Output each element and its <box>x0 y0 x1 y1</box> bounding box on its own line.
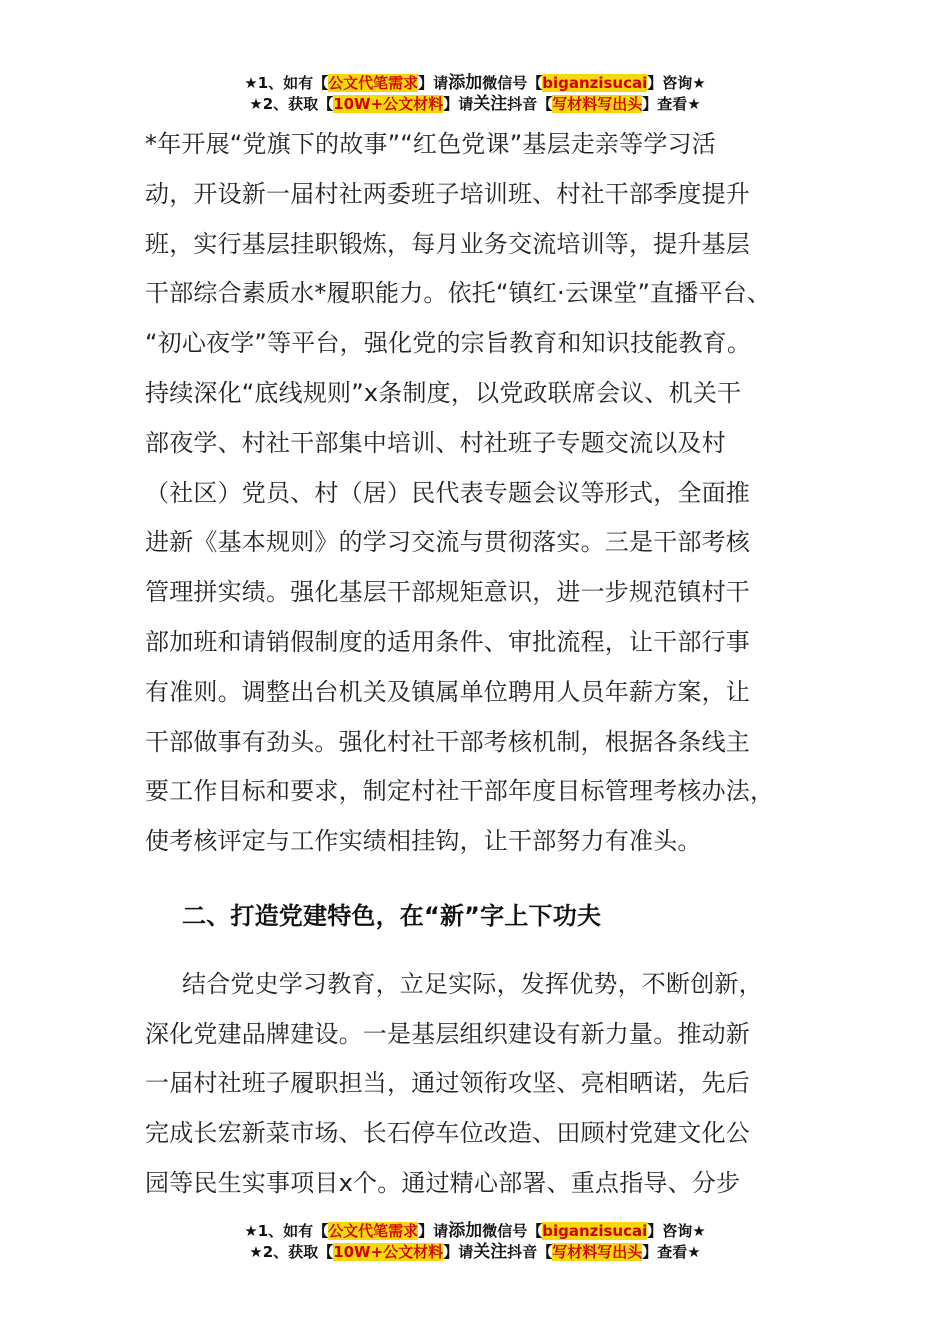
banner-text: 微信号【 <box>482 1222 543 1240</box>
text-line: 要工作目标和要求，制定村社干部年度目标管理考核办法， <box>145 777 775 806</box>
text-line: 使考核评定与工作实绩相挂钩，让干部努力有准头。 <box>145 827 702 856</box>
highlight-douyin-account: 写材料写出头 <box>552 1243 643 1261</box>
banner-text: ★2、获取【 <box>249 95 334 113</box>
banner-line-1 <box>0 73 950 94</box>
emphasis-text: 添加 <box>448 73 483 93</box>
text-line: 有准则。调整出台机关及镇属单位聘用人员年薪方案，让 <box>145 677 750 706</box>
emphasis-text: 关注 <box>473 1242 508 1262</box>
highlight-materials: 10W+公文材料 <box>333 1243 444 1261</box>
banner-text: 】请 <box>443 95 474 113</box>
highlight-service: 公文代笔需求 <box>328 74 419 92</box>
banner-text: 】查看★ <box>642 95 701 113</box>
banner-line-2 <box>0 94 950 115</box>
text-line: 班，实行基层挂职锻炼，每月业务交流培训等，提升基层 <box>145 229 750 258</box>
banner-text: 】咨询★ <box>647 74 706 92</box>
text-line: 管理拼实绩。强化基层干部规矩意识，进一步规范镇村干 <box>145 578 750 607</box>
highlight-service: 公文代笔需求 <box>328 1222 419 1240</box>
text-line: 一届村社班子履职担当，通过领衔攻坚、亮相晒诺，先后 <box>145 1069 750 1098</box>
text-line: 进新《基本规则》的学习交流与贯彻落实。三是干部考核 <box>145 528 750 557</box>
text-line: 部加班和请销假制度的适用条件、审批流程，让干部行事 <box>145 627 750 656</box>
text-line: *年开展“党旗下的故事”“红色党课”基层走亲等学习活 <box>145 130 716 158</box>
emphasis-text: 添加 <box>448 1221 483 1241</box>
banner-text: 微信号【 <box>482 74 543 92</box>
paragraph-2 <box>145 960 810 1209</box>
footer-banner <box>0 1221 950 1263</box>
text-line: 完成长宏新菜市场、长石停车位改造、田顾村党建文化公 <box>145 1119 750 1148</box>
banner-text: 】请 <box>418 74 449 92</box>
banner-text: 抖音【 <box>507 95 553 113</box>
text-line: 部夜学、村社干部集中培训、村社班子专题交流以及村 <box>145 428 726 457</box>
banner-text: ★1、如有【 <box>244 74 329 92</box>
text-line: （社区）党员、村（居）民代表专题会议等形式，全面推 <box>145 478 750 507</box>
highlight-douyin-account: 写材料写出头 <box>552 95 643 113</box>
section-heading: 二、打造党建特色，在“新”字上下功夫 <box>182 901 602 930</box>
highlight-materials: 10W+公文材料 <box>333 95 444 113</box>
text-line: 干部综合素质水*履职能力。依托“镇红·云课堂”直播平台、 <box>145 279 772 308</box>
text-line: 深化党建品牌建设。一是基层组织建设有新力量。推动新 <box>145 1019 750 1048</box>
banner-text: ★2、获取【 <box>249 1243 334 1261</box>
header-banner <box>0 73 950 115</box>
banner-text: 】咨询★ <box>647 1222 706 1240</box>
banner-text: 】查看★ <box>642 1243 701 1261</box>
banner-text: 】请 <box>443 1243 474 1261</box>
text-line: 园等民生实事项目x个。通过精心部署、重点指导、分步 <box>145 1168 741 1197</box>
document-body <box>145 120 810 1209</box>
banner-text: ★1、如有【 <box>244 1222 329 1240</box>
banner-text: 抖音【 <box>507 1243 553 1261</box>
emphasis-text: 关注 <box>473 94 508 114</box>
paragraph-1 <box>145 120 810 867</box>
banner-text: 】请 <box>418 1222 449 1240</box>
highlight-wechat-id: biganzisucai <box>542 1222 648 1240</box>
text-line: 动，开设新一届村社两委班子培训班、村社干部季度提升 <box>145 179 750 208</box>
text-line: 结合党史学习教育，立足实际，发挥优势，不断创新， <box>182 969 763 998</box>
text-line: 干部做事有劲头。强化村社干部考核机制，根据各条线主 <box>145 727 750 756</box>
text-line: 持续深化“底线规则”x条制度，以党政联席会议、机关干 <box>145 378 742 407</box>
highlight-wechat-id: biganzisucai <box>542 74 648 92</box>
banner-line-1 <box>0 1221 950 1242</box>
text-line: “初心夜学”等平台，强化党的宗旨教育和知识技能教育。 <box>145 329 752 358</box>
banner-line-2 <box>0 1242 950 1263</box>
